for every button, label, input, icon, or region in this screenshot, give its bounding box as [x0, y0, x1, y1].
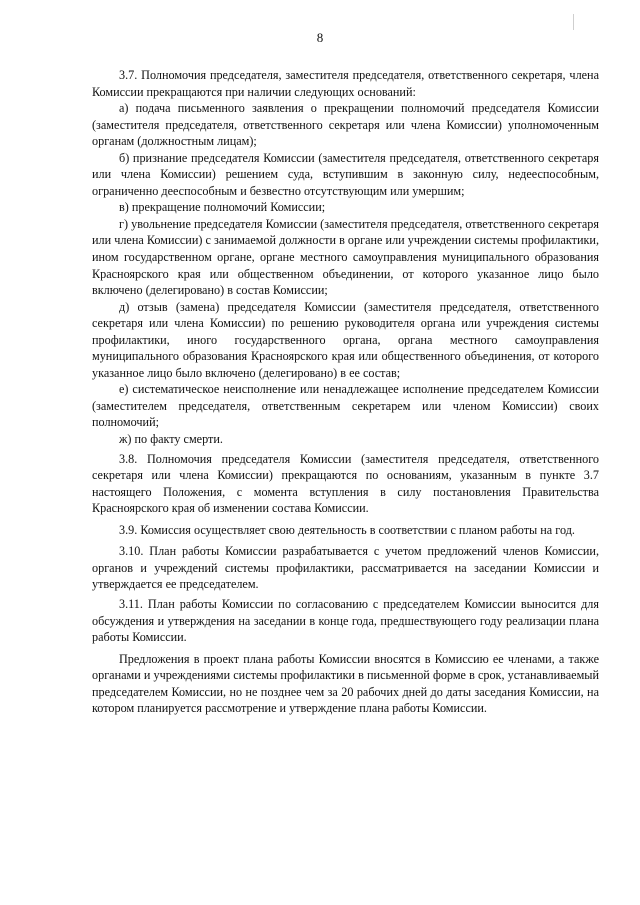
paragraph-3-7-e: е) систематическое неисполнение или ненадлежащее исполнение председателем Комиссии (заместителем председателя, ответственным секретарем или членом Комиссии) своих полномочий;: [92, 382, 599, 430]
paragraph-3-11: 3.11. План работы Комиссии по согласованию с председателем Комиссии выносится для обсуждения и утверждения на заседании в конце года, предшествующего году реализации плана работы Комиссии.: [92, 596, 599, 645]
paragraph-3-10: 3.10. План работы Комиссии разрабатывается с учетом предложений членов Комиссии, органов и учреждений системы профилактики, рассматривается на заседании Комиссии и утверждается ее председателем.: [92, 544, 599, 592]
paragraph-3-7-zh: ж) по факту смерти.: [119, 432, 223, 447]
paragraph-3-9: 3.9. Комиссия осуществляет свою деятельность в соответствии с планом работы на год.: [119, 522, 575, 537]
paragraph-3-7: 3.7. Полномочия председателя, заместителя председателя, ответственного секретаря, члена Комиссии прекращаются при наличии следующих оснований:: [92, 68, 599, 99]
paragraph-3-7-a: а) подача письменного заявления о прекращении полномочий председателя Комиссии (заместителя председателя, ответственного секретаря или члена Комиссии) уполномоченным органам (должностным лицам);: [92, 101, 599, 149]
scan-edge-mark: [573, 14, 574, 30]
paragraph-3-7-v: в) прекращение полномочий Комиссии;: [119, 200, 326, 215]
document-body: [92, 67, 599, 717]
page-number: 8: [316, 30, 324, 45]
paragraph-3-8: 3.8. Полномочия председателя Комиссии (заместителя председателя, ответственного секретаря или члена Комиссии) прекращаются по основаниям, указанным в пункте 3.7 настоящего Положения, с момента вступления в силу постановления Правительства Красноярского края об изменении состава Комиссии.: [92, 451, 599, 516]
paragraph-3-7-b: б) признание председателя Комиссии (заместителя председателя, ответственного секретаря или члена Комиссии) решением суда, вступившим в законную силу, недееспособным, ограниченно дееспособным и безвестно отсутствующим или умершим;: [92, 150, 599, 198]
paragraph-3-7-g: г) увольнение председателя Комиссии (заместителя председателя, ответственного секретаря или члена Комиссии) с занимаемой должности в органе или учреждении системы профилактики, ином государственном органе, органе местного самоуправления муниципального образования Красноярского края или общественном объединении, от которого указанное лицо было включено (делегировано) в состав Комиссии;: [92, 216, 599, 298]
paragraph-3-7-d: д) отзыв (замена) председателя Комиссии (заместителя председателя, ответственного секретаря или члена Комиссии) по решению руководителя органа или учреждения системы профилактики, иного государственного органа, органа местного самоуправления муниципального образования Красноярского края или общественного объединения, от которого указанное лицо было включено (делегировано) в ее состав;: [92, 299, 599, 380]
paragraph-proposals: Предложения в проект плана работы Комиссии вносятся в Комиссию ее членами, а также органами и учреждениями системы профилактики в письменной форме в срок, устанавливаемый председателем Комиссии, но не позднее чем за 20 рабочих дней до даты заседания Комиссии, на котором планируется рассмотрение и утверждение плана работы Комиссии.: [92, 651, 599, 716]
